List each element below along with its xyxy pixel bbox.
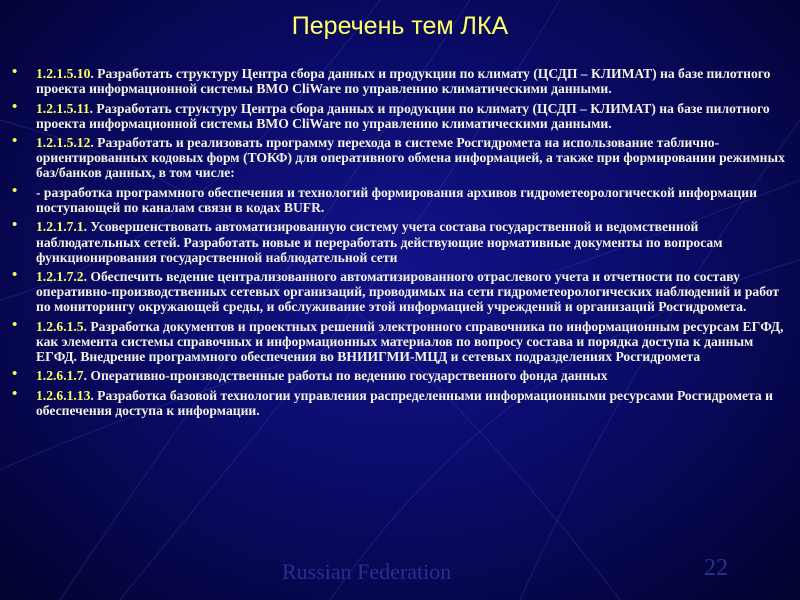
item-code: 1.2.1.5.12 bbox=[36, 135, 91, 151]
list-item bbox=[10, 135, 785, 180]
item-code: 1.2.6.1.5 bbox=[36, 318, 84, 334]
item-text: . Разработать структуру Центра сбора данных и продукции по климату (ЦСДП – КЛИМАТ) на базе пилотного проекта информационной системы ВМО CliWare по управлению климатическими данными. bbox=[36, 100, 770, 131]
list-item bbox=[10, 219, 785, 264]
item-text: . Оперативно-производственные работы по ведению государственного фонда данных bbox=[83, 368, 608, 384]
list-item bbox=[10, 316, 785, 364]
list-item bbox=[10, 66, 785, 96]
item-code: 1.2.6.1.13 bbox=[36, 387, 91, 403]
page-number: 22 bbox=[704, 555, 728, 581]
item-code: 1.2.1.5.10 bbox=[36, 66, 91, 81]
bullet-icon: • bbox=[12, 385, 18, 402]
item-code: 1.2.1.5.11 bbox=[36, 100, 90, 116]
item-text: . Разработать структуру Центра сбора данных и продукции по климату (ЦСДП – КЛИМАТ) на базе пилотного проекта информационной системы ВМО CliWare по управлению климатическими данными. bbox=[36, 66, 771, 97]
item-text: . Усовершенствовать автоматизированную систему учета состава государственной и ведомственной наблюдательных сетей. Разработать новые и переработать действующие нормативные документы по вопросам функционирования государственной наблюдательной сети bbox=[36, 219, 723, 265]
item-code: 1.2.6.1.7 bbox=[36, 368, 84, 384]
bullet-icon: • bbox=[12, 267, 18, 284]
item-text: . Разработка базовой технологии управления распределенными информационными ресурсами Росгидромета и обеспечения доступа к информации. bbox=[36, 387, 773, 418]
bullet-icon: • bbox=[12, 316, 18, 333]
list-item bbox=[10, 269, 785, 314]
item-text: . Разработка документов и проектных решений электронного справочника по информационным ресурсам ЕГФД, как элемента системы справочных и информационных материалов по вопросу состава и порядка доступа к данным ЕГФД. Внедрение программного обеспечения во ВНИИГМИ-МЦД и сетевых подразделениях Росгидромета bbox=[36, 318, 784, 364]
list-item bbox=[10, 98, 785, 131]
topic-list bbox=[10, 66, 785, 422]
item-code: 1.2.1.7.1 bbox=[36, 219, 84, 235]
item-text: . Обеспечить ведение централизованного автоматизированного отраслевого учета и отчетности по составу оперативно-производственных сетевых организаций, проводимых на сети гидрометеорологических наблюдений и работ по мониторингу окружающей среды, и обслуживание этой информацией учреждений и организаций Росгидромета. bbox=[36, 269, 780, 315]
list-item bbox=[10, 182, 785, 215]
footer-text: Russian Federation bbox=[282, 559, 452, 584]
bullet-icon: • bbox=[12, 64, 18, 80]
bullet-icon: • bbox=[12, 217, 18, 234]
bullet-icon: • bbox=[12, 98, 18, 115]
slide-title: Перечень тем ЛКА bbox=[291, 12, 509, 40]
list-item bbox=[10, 368, 785, 383]
item-text: . Разработать и реализовать программу перехода в системе Росгидромета на использование таблично-ориентированных кодовых форм (ТОКФ) для оперативного обмена информацией, а также при формировании режимных баз/банков данных, в том числе: bbox=[36, 135, 785, 181]
item-code: 1.2.1.7.2 bbox=[36, 269, 84, 285]
list-item bbox=[10, 385, 785, 418]
item-text: - разработка программного обеспечения и технологий формирования архивов гидрометеорологической информации поступающей по каналам связи в кодах BUFR. bbox=[36, 184, 757, 215]
bullet-icon: • bbox=[12, 133, 18, 150]
bullet-icon: • bbox=[12, 182, 18, 199]
bullet-icon: • bbox=[12, 366, 18, 383]
